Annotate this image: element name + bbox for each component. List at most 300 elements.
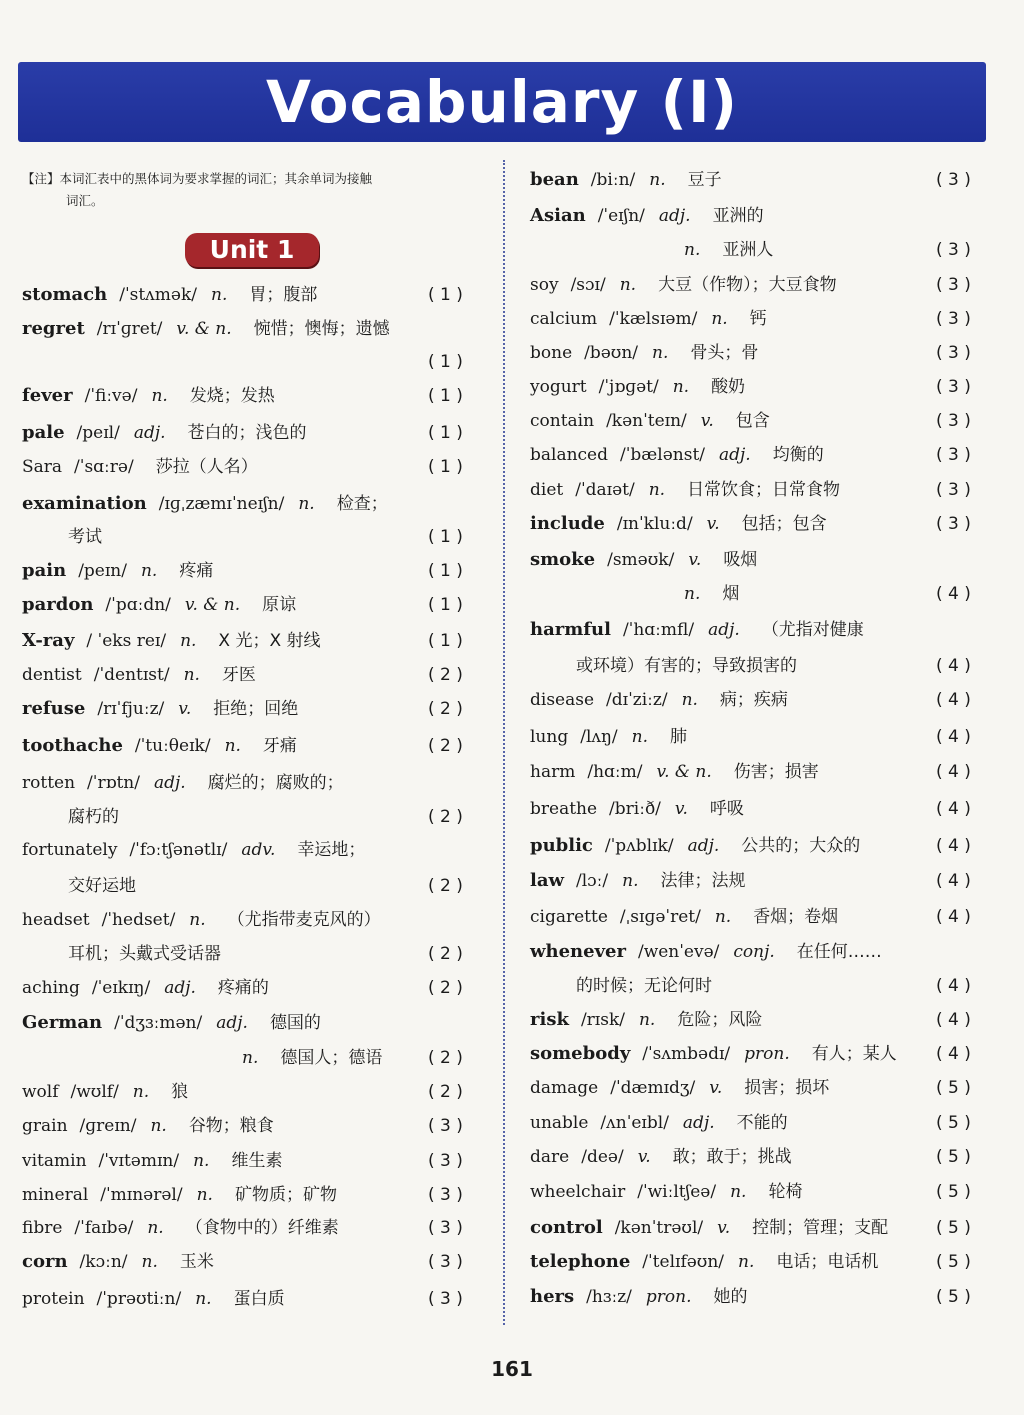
entry-phonetic: /ˈtuːθeɪk/ [134,736,211,756]
entry-meaning: 疼痛的 [217,978,269,998]
vocab-entry [22,455,258,479]
entry-unit-number: ( 1 ) [428,457,463,477]
entry-phonetic: /ˈkælsɪəm/ [609,309,698,329]
entry-unit-number: ( 3 ) [936,343,971,363]
vocab-entry [530,688,788,712]
entry-word: pain [22,560,67,581]
title-banner [18,62,986,142]
vocab-entry [22,734,297,758]
vocab-entry [22,283,317,307]
entry-meaning: 谷物；粮食 [188,1116,274,1136]
entry-meaning: 亚洲人 [722,240,774,260]
entry-part-of-speech: n. [193,1151,210,1171]
entry-unit-number: ( 2 ) [428,876,463,896]
vocab-entry [530,548,757,572]
entry-word: rotten [22,773,76,793]
entry-word: Asian [530,205,586,226]
entry-part-of-speech: n. [151,386,168,406]
entry-unit-number: ( 4 ) [936,1010,971,1030]
entry-part-of-speech: n. [622,871,639,891]
entry-unit-number: ( 3 ) [936,411,971,431]
entry-unit-number: ( 1 ) [428,285,463,305]
entry-part-of-speech: n. [180,631,197,651]
entry-unit-number: ( 3 ) [428,1116,463,1136]
entry-part-of-speech: n. [242,1048,259,1068]
entry-unit-number: ( 3 ) [936,514,971,534]
entry-phonetic: /ˈmɪnərəl/ [100,1185,183,1205]
entry-word: fortunately [22,840,118,860]
page-number: 161 [491,1357,533,1381]
vocab-entry-continuation [68,942,221,966]
entry-part-of-speech: v. & n. [184,595,241,615]
entry-unit-number: ( 3 ) [936,377,971,397]
entry-phonetic: /ˈrɒtn/ [87,773,140,793]
vocab-entry [530,409,770,433]
entry-phonetic: /kənˈteɪn/ [606,411,687,431]
vocab-entry [530,1111,788,1135]
entry-part-of-speech: pron. [744,1044,790,1064]
entry-unit-number: ( 2 ) [428,807,463,827]
entry-phonetic: /ˈfɔːtʃənətlɪ/ [129,840,228,860]
entry-part-of-speech: n. [652,343,669,363]
entry-phonetic: /rɪˈɡret/ [96,319,163,339]
entry-phonetic: /ˈwiːltʃeə/ [637,1182,717,1202]
page-title: Vocabulary (Ⅰ) [265,68,739,136]
entry-unit-number: ( 1 ) [428,595,463,615]
entry-word: lung [530,727,569,747]
vocab-entry [530,1250,878,1274]
entry-part-of-speech: n. [684,240,701,260]
entry-part-of-speech: adj. [164,978,196,998]
entry-part-of-speech: n. [738,1252,755,1272]
entry-phonetic: /biːn/ [590,170,636,190]
entry-unit-number: ( 1 ) [428,386,463,406]
entry-word: whenever [530,941,626,962]
entry-meaning: 牙医 [221,665,256,685]
entry-meaning: （尤指带麦克风的） [227,910,381,930]
entry-meaning: 拒绝；回绝 [213,699,299,719]
vocab-entry [22,1183,337,1207]
entry-phonetic: /ˈdʒɜːmən/ [114,1013,203,1033]
entry-meaning: X 光；X 射线 [218,631,321,651]
vocab-entry [530,443,824,467]
note-line-1: 【注】本词汇表中的黑体词为要求掌握的词汇；其余单词为接触 [22,171,373,186]
entry-phonetic: /ˈvɪtəmɪn/ [98,1151,180,1171]
entry-phonetic: /ˈhedset/ [101,910,176,930]
entry-phonetic: /briːð/ [609,799,661,819]
entry-word: soy [530,275,559,295]
entry-part-of-speech: adj. [719,445,751,465]
entry-meaning: 德国人；德语 [280,1048,383,1068]
entry-unit-number: ( 4 ) [936,584,971,604]
entry-part-of-speech: n. [183,665,200,685]
vocab-entry [530,834,860,858]
vocab-entry-continuation [228,1046,382,1070]
entry-unit-number: ( 2 ) [428,944,463,964]
vocab-entry-continuation [576,974,712,998]
vocab-entry [22,1250,214,1274]
entry-phonetic: /ˈeɪʃn/ [597,206,645,226]
entry-meaning: 香烟；卷烟 [753,907,839,927]
vocab-entry [530,273,837,297]
vocab-entry [530,341,758,365]
entry-meaning: 腐烂的；腐败的； [207,773,344,793]
entry-phonetic: /ˈdæmɪdʒ/ [610,1078,696,1098]
entry-meaning: 包含 [735,411,770,431]
entry-part-of-speech: n. [140,561,158,581]
entry-phonetic: /rɪˈfjuːz/ [97,699,165,719]
entry-phonetic: /ɡreɪn/ [79,1116,137,1136]
entry-phonetic: /ɪɡˌzæmɪˈneɪʃn/ [158,494,285,514]
vocab-entry-continuation [68,874,136,898]
entry-meaning: 包括；包含 [741,514,827,534]
vocab-entry [22,559,213,583]
entry-unit-number: ( 4 ) [936,656,971,676]
entry-phonetic: / ˈeks reɪ/ [86,631,167,651]
entry-word: stomach [22,284,108,305]
vocab-entry-continuation [68,805,119,829]
entry-word: wolf [22,1082,59,1102]
unit-badge: Unit 1 [185,233,319,267]
entry-part-of-speech: n. [141,1252,158,1272]
entry-part-of-speech: v. [717,1218,731,1238]
entry-unit-number: ( 3 ) [936,309,971,329]
entry-meaning: 有人；某人 [811,1044,897,1064]
entry-part-of-speech: v. [674,799,688,819]
entry-unit-number: ( 4 ) [936,799,971,819]
entry-phonetic: /rɪsk/ [580,1010,625,1030]
vocab-entry [22,492,388,516]
entry-word: examination [22,493,147,514]
vocab-entry [530,940,882,964]
entry-phonetic: /ˈdentɪst/ [93,665,170,685]
entry-unit-number: ( 4 ) [936,1044,971,1064]
vocab-entry [22,1011,321,1035]
entry-unit-number: ( 5 ) [936,1078,971,1098]
entry-word: disease [530,690,595,710]
entry-unit-number: ( 3 ) [428,1252,463,1272]
entry-phonetic: /ˈdaɪət/ [575,480,635,500]
entry-phonetic: /ˈjɒɡət/ [598,377,659,397]
entry-phonetic: /ˌsɪɡəˈret/ [619,907,701,927]
entry-meaning: 亚洲的 [712,206,764,226]
entry-meaning: 检查； [336,494,388,514]
entry-phonetic: /hɑːm/ [587,762,643,782]
entry-part-of-speech: n. [672,377,690,397]
vocab-entry [22,1149,282,1173]
entry-word: protein [22,1289,85,1309]
entry-meaning: 吸烟 [723,550,758,570]
entry-meaning: 电话；电话机 [776,1252,879,1272]
entry-word: damage [530,1078,599,1098]
entry-word: telephone [530,1251,631,1272]
vocab-entry [530,725,687,749]
entry-meaning: 钙 [749,309,767,329]
entry-part-of-speech: v. [706,514,720,534]
entry-meaning: 危险；风险 [677,1010,763,1030]
entry-phonetic: /deə/ [581,1147,624,1167]
entry-meaning: 伤害；损害 [733,762,819,782]
entry-phonetic: /ˈhɑːmfl/ [622,620,695,640]
entry-meaning: 呼吸 [709,799,744,819]
column-divider [503,160,505,1325]
entry-meaning: 豆子 [687,170,722,190]
entry-unit-number: ( 1 ) [428,352,463,372]
entry-meaning: 酸奶 [711,377,746,397]
vocab-entry [22,421,307,445]
entry-meaning: 玉米 [179,1252,214,1272]
entry-word: fever [22,385,73,406]
entry-part-of-speech: n. [649,170,666,190]
entry-meaning: 肺 [670,727,688,747]
entry-word: harm [530,762,576,782]
entry-word: bone [530,343,573,363]
entry-meaning: 惋惜；懊悔；遗憾 [253,319,390,339]
entry-unit-number: ( 2 ) [428,978,463,998]
entry-phonetic: /ˈsɑːrə/ [74,457,134,477]
entry-meaning: 公共的；大众的 [741,836,861,856]
entry-part-of-speech: n. [211,285,228,305]
entry-phonetic: /ˈeɪkɪŋ/ [91,978,151,998]
entry-unit-number: ( 3 ) [936,480,971,500]
entry-word: law [530,870,564,891]
entry-word: diet [530,480,564,500]
entry-unit-number: ( 2 ) [428,699,463,719]
entry-phonetic: /ˈfiːvə/ [84,386,138,406]
entry-word: X-ray [22,630,75,651]
entry-part-of-speech: adj. [682,1113,715,1133]
entry-unit-number: ( 2 ) [428,1082,463,1102]
entry-meaning: 日常饮食；日常食物 [687,480,841,500]
entry-word: control [530,1217,603,1238]
entry-phonetic: /ˈstʌmək/ [119,285,197,305]
entry-meaning: （尤指对健康 [761,620,864,640]
entry-phonetic: /peɪn/ [78,561,127,581]
entry-phonetic: /bəʊn/ [584,343,639,363]
vocab-entry [22,1080,188,1104]
entry-meaning: 她的 [713,1287,748,1307]
entry-word: breathe [530,799,598,819]
entry-word: mineral [22,1185,89,1205]
vocab-entry [530,905,838,929]
entry-meaning: 烟 [722,584,740,604]
entry-part-of-speech: v. [178,699,192,719]
entry-word: dare [530,1147,570,1167]
entry-word: dentist [22,665,82,685]
entry-phonetic: /lɔː/ [576,871,609,891]
entry-meaning: 在任何…… [796,942,882,962]
entry-phonetic: /ˈprəʊtiːn/ [96,1289,182,1309]
vocab-entry [22,976,269,1000]
entry-meaning: 损害；损坏 [744,1078,830,1098]
vocab-entry [530,375,745,399]
entry-part-of-speech: n. [147,1218,164,1238]
entry-part-of-speech: v. & n. [176,319,232,339]
vocab-entry [22,384,275,408]
vocab-entry [530,307,767,331]
vocab-entry [22,1216,339,1240]
entry-part-of-speech: n. [132,1082,150,1102]
entry-meaning: 胃；腹部 [249,285,318,305]
entry-phonetic: /ˈpɑːdn/ [105,595,171,615]
entry-phonetic: /sɔɪ/ [570,275,606,295]
entry-word: risk [530,1009,569,1030]
vocab-entry [530,797,744,821]
entry-part-of-speech: n. [714,907,732,927]
vocab-entry [530,1216,888,1240]
entry-word: smoke [530,549,596,570]
entry-meaning: 苍白的；浅色的 [187,423,307,443]
entry-phonetic: /peɪl/ [76,423,120,443]
vocab-entry [22,1287,285,1311]
entry-word: corn [22,1251,68,1272]
entry-part-of-speech: n. [711,309,728,329]
vocab-entry [530,618,864,642]
entry-unit-number: ( 3 ) [428,1185,463,1205]
entry-part-of-speech: n. [224,736,241,756]
entry-part-of-speech: n. [631,727,649,747]
entry-meaning: 狼 [171,1082,189,1102]
entry-unit-number: ( 3 ) [428,1151,463,1171]
vocab-entry [22,593,296,617]
entry-word: wheelchair [530,1182,626,1202]
vocab-entry-continuation [670,582,739,606]
note-line-2: 词汇。 [66,193,104,208]
entry-part-of-speech: n. [681,690,698,710]
entry-word: vitamin [22,1151,87,1171]
entry-meaning: 敢；敢于；挑战 [672,1147,792,1167]
entry-word: hers [530,1286,575,1307]
entry-meaning: 大豆（作物）；大豆食物 [658,275,837,295]
entry-word: fibre [22,1218,63,1238]
entry-meaning: 德国的 [269,1013,321,1033]
entry-meaning: 交好运地 [68,876,136,896]
entry-unit-number: ( 3 ) [936,275,971,295]
entry-meaning: 蛋白质 [233,1289,285,1309]
vocab-entry-continuation [68,525,102,549]
vocab-entry [530,204,764,228]
entry-part-of-speech: n. [730,1182,747,1202]
entry-word: calcium [530,309,598,329]
entry-phonetic: /wenˈevə/ [637,942,720,962]
entry-word: unable [530,1113,589,1133]
entry-meaning: 发烧；发热 [189,386,275,406]
vocab-entry-continuation [670,238,773,262]
vocab-entry [22,663,256,687]
entry-unit-number: ( 3 ) [936,170,971,190]
entry-unit-number: ( 4 ) [936,836,971,856]
vocab-entry [530,512,827,536]
entry-word: Sara [22,457,63,477]
entry-part-of-speech: pron. [645,1287,692,1307]
entry-meaning: 轮椅 [768,1182,803,1202]
entry-phonetic: /kɔːn/ [79,1252,128,1272]
entry-unit-number: ( 5 ) [936,1252,971,1272]
entry-word: regret [22,318,85,339]
entry-part-of-speech: n. [196,1185,213,1205]
entry-unit-number: ( 2 ) [428,1048,463,1068]
entry-meaning: 的时候；无论何时 [576,976,712,996]
vocab-entry [530,1008,762,1032]
entry-phonetic: /ˈsʌmbədɪ/ [642,1044,731,1064]
entry-unit-number: ( 3 ) [428,1289,463,1309]
entry-unit-number: ( 2 ) [428,736,463,756]
entry-meaning: 幸运地； [297,840,366,860]
entry-word: pardon [22,594,94,615]
entry-part-of-speech: n. [648,480,666,500]
entry-unit-number: ( 4 ) [936,907,971,927]
entry-unit-number: ( 5 ) [936,1287,971,1307]
entry-phonetic: /wʊlf/ [70,1082,119,1102]
vocab-entry [530,1145,792,1169]
entry-meaning: 疼痛 [179,561,214,581]
entry-part-of-speech: n. [195,1289,212,1309]
vocab-entry [530,1180,802,1204]
entry-meaning: 考试 [68,527,102,547]
entry-part-of-speech: v. & n. [656,762,712,782]
vocab-entry-continuation [576,654,797,678]
entry-word: somebody [530,1043,631,1064]
vocab-entry [22,1114,274,1138]
entry-unit-number: ( 4 ) [936,727,971,747]
vocab-entry [530,1285,748,1309]
entry-meaning: 维生素 [231,1151,283,1171]
entry-phonetic: /ˈtelɪfəʊn/ [642,1252,725,1272]
entry-meaning: 控制；管理；支配 [752,1218,889,1238]
entry-word: German [22,1012,103,1033]
entry-part-of-speech: n. [298,494,315,514]
entry-meaning: 腐朽的 [68,807,119,827]
entry-word: headset [22,910,90,930]
entry-phonetic: /kənˈtrəʊl/ [614,1218,704,1238]
entry-part-of-speech: adj. [687,836,720,856]
entry-phonetic: /hɜːz/ [586,1287,632,1307]
entry-part-of-speech: adj. [153,773,186,793]
entry-word: balanced [530,445,609,465]
entry-part-of-speech: adj. [133,423,166,443]
vocab-entry [530,869,746,893]
entry-phonetic: /dɪˈziːz/ [606,690,668,710]
entry-part-of-speech: n. [684,584,701,604]
entry-meaning: 骨头；骨 [690,343,759,363]
entry-unit-number: ( 4 ) [936,871,971,891]
entry-meaning: 均衡的 [772,445,824,465]
entry-part-of-speech: v. [637,1147,651,1167]
entry-meaning: （食物中的）纤维素 [185,1218,339,1238]
entry-phonetic: /ˈfaɪbə/ [74,1218,134,1238]
entry-meaning: 或环境）有害的；导致损害的 [576,656,797,676]
entry-unit-number: ( 4 ) [936,976,971,996]
entry-part-of-speech: n. [619,275,637,295]
entry-word: public [530,835,593,856]
entry-unit-number: ( 1 ) [428,527,463,547]
vocab-entry [22,317,390,341]
vocab-entry [530,1042,897,1066]
entry-unit-number: ( 2 ) [428,665,463,685]
entry-phonetic: /lʌŋ/ [580,727,618,747]
entry-part-of-speech: v. [700,411,714,431]
entry-word: harmful [530,619,611,640]
entry-part-of-speech: adv. [241,840,276,860]
vocab-entry [22,629,321,653]
entry-word: bean [530,169,579,190]
entry-unit-number: ( 3 ) [936,445,971,465]
entry-word: refuse [22,698,86,719]
entry-phonetic: /ˈbælənst/ [620,445,706,465]
entry-word: include [530,513,605,534]
entry-meaning: 耳机；头戴式受话器 [68,944,221,964]
entry-unit-number: ( 5 ) [936,1218,971,1238]
